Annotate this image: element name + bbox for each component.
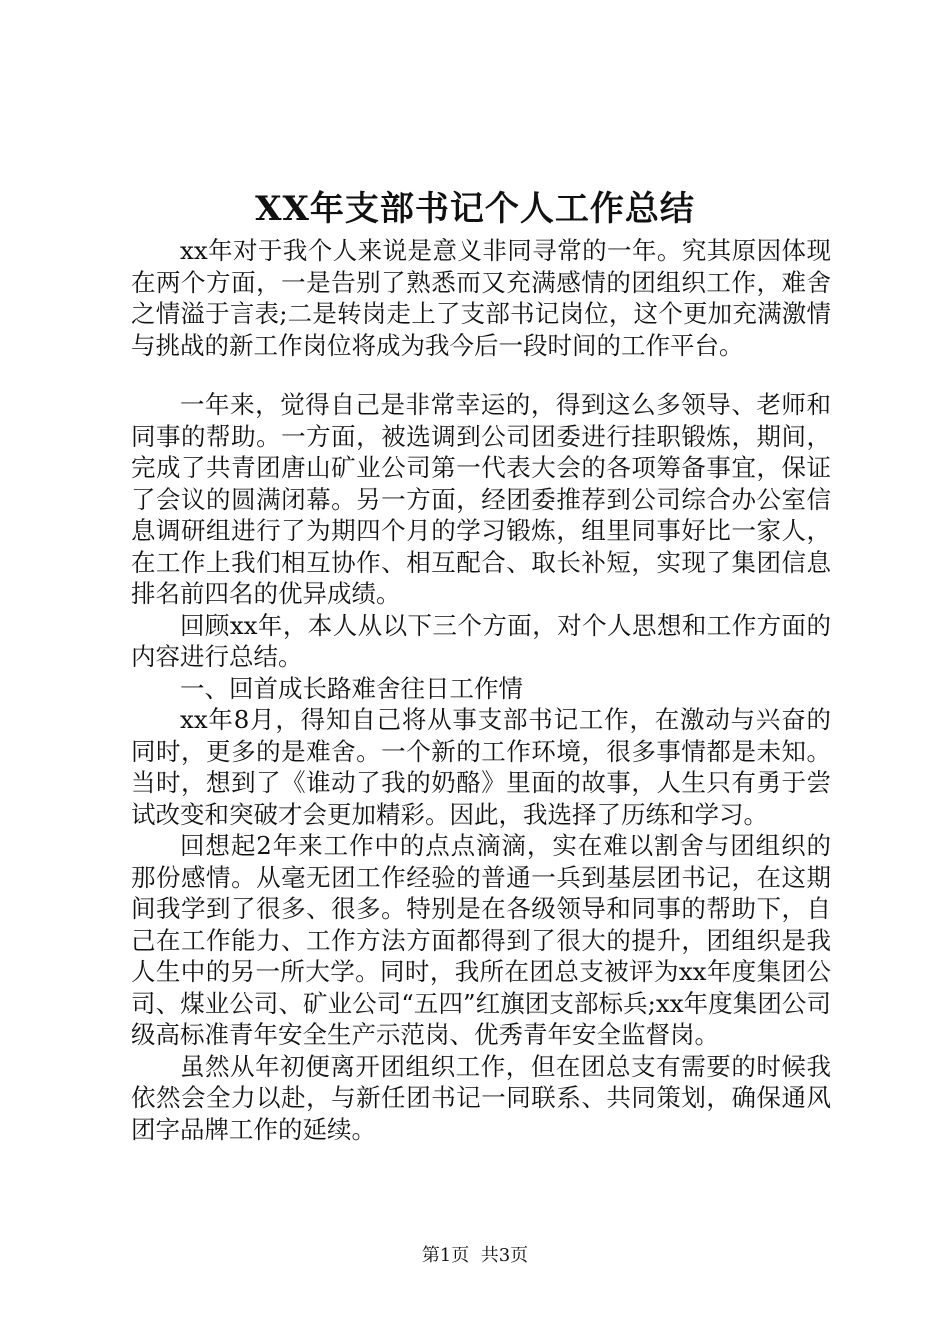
paragraph-year-review: 一年来，觉得自己是非常幸运的，得到这么多领导、老师和同事的帮助。一方面，被选调到公司团委进行挂职锻炼，期间，完成了共青团唐山矿业公司第一代表大会的各项筹备事宜，保证了会议的圆满闭幕。另一方面，经团委推荐到公司综合办公室信息调研组进行了为期四个月的学习锻炼，组里同事好比一家人，在工作上我们相互协作、相互配合、取长补短，实现了集团信息排名前四名的优异成绩。: [131, 390, 831, 608]
document-title: XX年支部书记个人工作总结: [255, 189, 695, 229]
page-footer: [0, 1244, 950, 1268]
page-number: 第1页: [421, 1245, 470, 1266]
document-body: [131, 235, 831, 1145]
paragraph-continuation: 虽然从年初便离开团组织工作，但在团总支有需要的时候我依然会全力以赴，与新任团书记一同联系、共同策划，确保通风团字品牌工作的延续。: [131, 1051, 831, 1144]
section-heading-1: 一、回首成长路难舍往日工作情: [180, 673, 523, 703]
paragraph-summary-intro: 回顾xx年，本人从以下三个方面，对个人思想和工作方面的内容进行总结。: [131, 610, 831, 671]
page-total: 共3页: [480, 1245, 529, 1266]
paragraph-memories: 回想起2年来工作中的点点滴滴，实在难以割舍与团组织的那份感情。从毫无团工作经验的普通一兵到基层团书记，在这期间我学到了很多、很多。特别是在各级领导和同事的帮助下，自己在工作能力、工作方法方面都得到了很大的提升，团组织是我人生中的另一所大学。同时，我所在团总支被评为xx年度集团公司、煤业公司、矿业公司“五四”红旗团支部标兵;xx年度集团公司级高标准青年安全生产示范岗、优秀青年安全监督岗。: [131, 831, 831, 1049]
paragraph-new-role: xx年8月，得知自己将从事支部书记工作，在激动与兴奋的同时，更多的是难舍。一个新的工作环境，很多事情都是未知。当时，想到了《谁动了我的奶酪》里面的故事，人生只有勇于尝试改变和突破才会更加精彩。因此，我选择了历练和学习。: [131, 705, 831, 829]
paragraph-intro: xx年对于我个人来说是意义非同寻常的一年。究其原因体现在两个方面，一是告别了熟悉而又充满感情的团组织工作，难舍之情溢于言表;二是转岗走上了支部书记岗位，这个更加充满激情与挑战的新工作岗位将成为我今后一段时间的工作平台。: [131, 236, 831, 360]
